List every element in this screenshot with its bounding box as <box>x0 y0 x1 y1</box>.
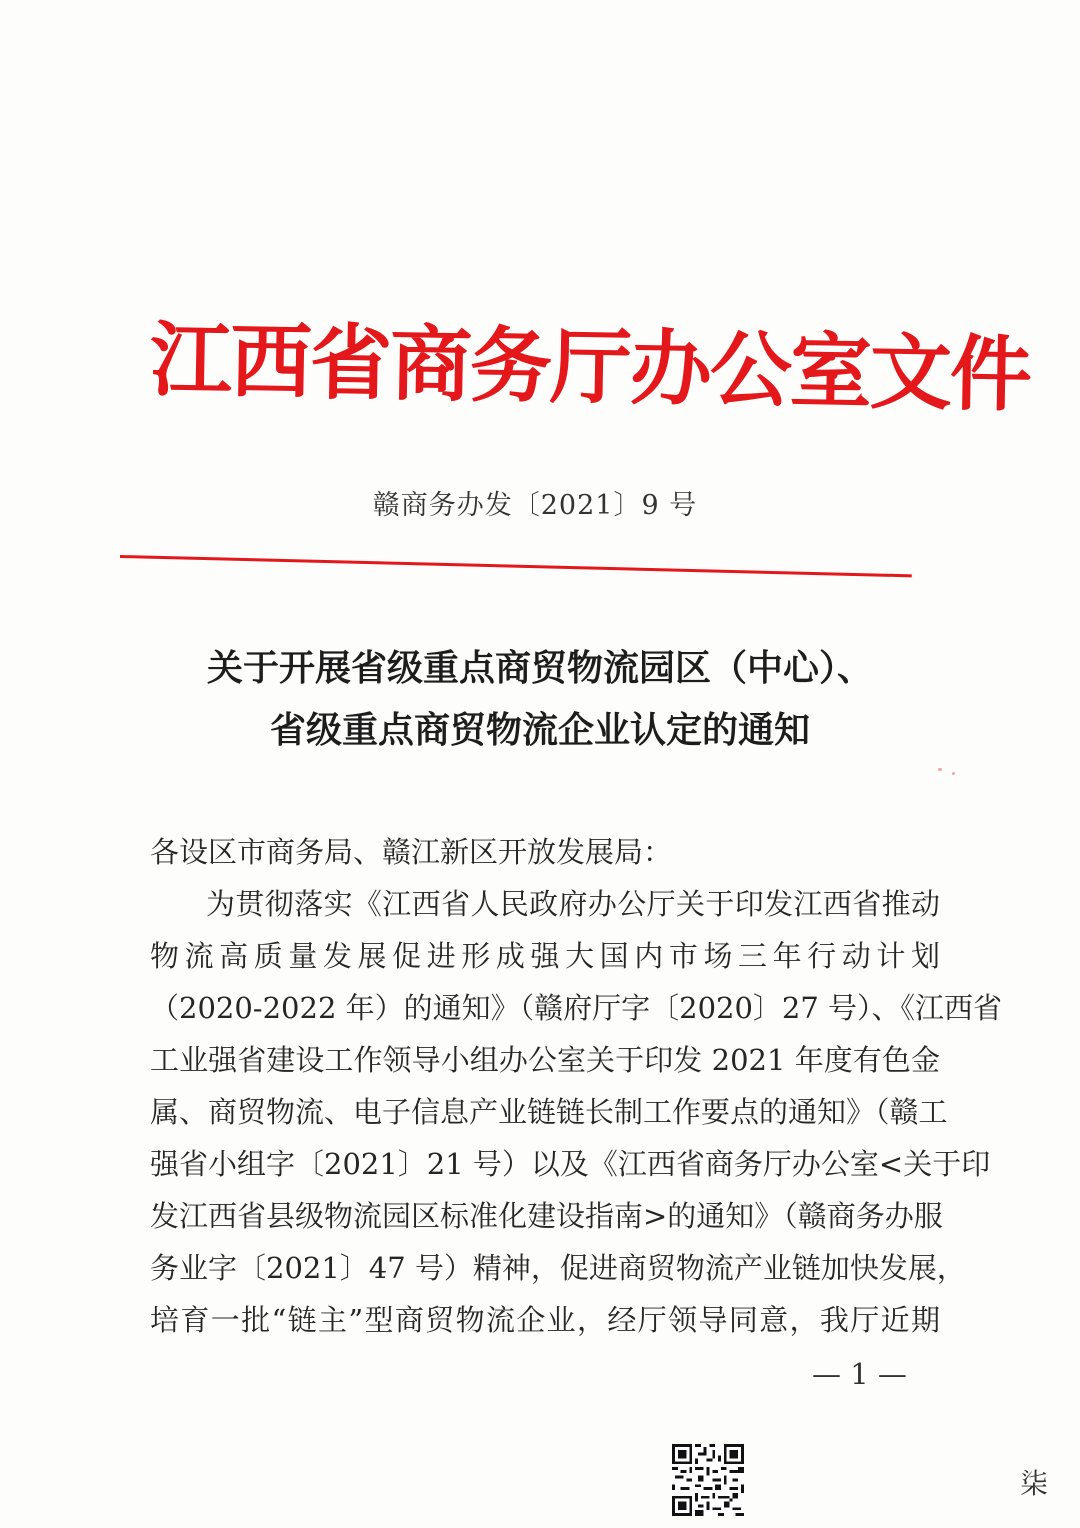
addressee-line: 各设区市商务局、赣江新区开放发展局： <box>150 835 673 869</box>
body-text-line: （2020-2022 年）的通知》（赣府厅字〔2020〕27 号）、《江西省 <box>150 991 1003 1025</box>
notice-title-line-2: 省级重点商贸物流企业认定的通知 <box>269 709 810 751</box>
scan-speck <box>938 768 942 771</box>
qr-code-icon <box>672 1444 744 1516</box>
scan-speck <box>952 772 955 775</box>
issuing-office-title: 江西省商务厅办公室文件 <box>149 312 1031 424</box>
body-text-line: 务业字〔2021〕47 号）精神，促进商贸物流产业链加快发展， <box>150 1251 966 1285</box>
notice-title-line-1: 关于开展省级重点商贸物流园区（中心）、 <box>206 647 873 689</box>
body-text-line: 为贯彻落实《江西省人民政府办公厅关于印发江西省推动 <box>206 887 940 921</box>
body-text-line: 发江西省县级物流园区标准化建设指南>的通知》（赣商务办服 <box>150 1199 943 1233</box>
corner-mark-character: 柒 <box>1020 1467 1049 1500</box>
document-number: 赣商务办发〔2021〕9 号 <box>372 490 698 521</box>
body-text-line: 强省小组字〔2021〕21 号）以及《江西省商务厅办公室<关于印 <box>150 1147 991 1181</box>
body-text-line: 属、商贸物流、电子信息产业链链长制工作要点的通知》（赣工 <box>150 1095 948 1129</box>
body-text-line: 培育一批“链主”型商贸物流企业，经厅领导同意，我厅近期 <box>150 1303 940 1337</box>
body-text-line: 物流高质量发展促进形成强大国内市场三年行动计划 <box>150 939 940 973</box>
page-number: — 1 — <box>812 1357 907 1391</box>
body-text-line: 工业强省建设工作领导小组办公室关于印发 2021 年度有色金 <box>150 1043 940 1077</box>
red-separator-line <box>120 555 912 577</box>
